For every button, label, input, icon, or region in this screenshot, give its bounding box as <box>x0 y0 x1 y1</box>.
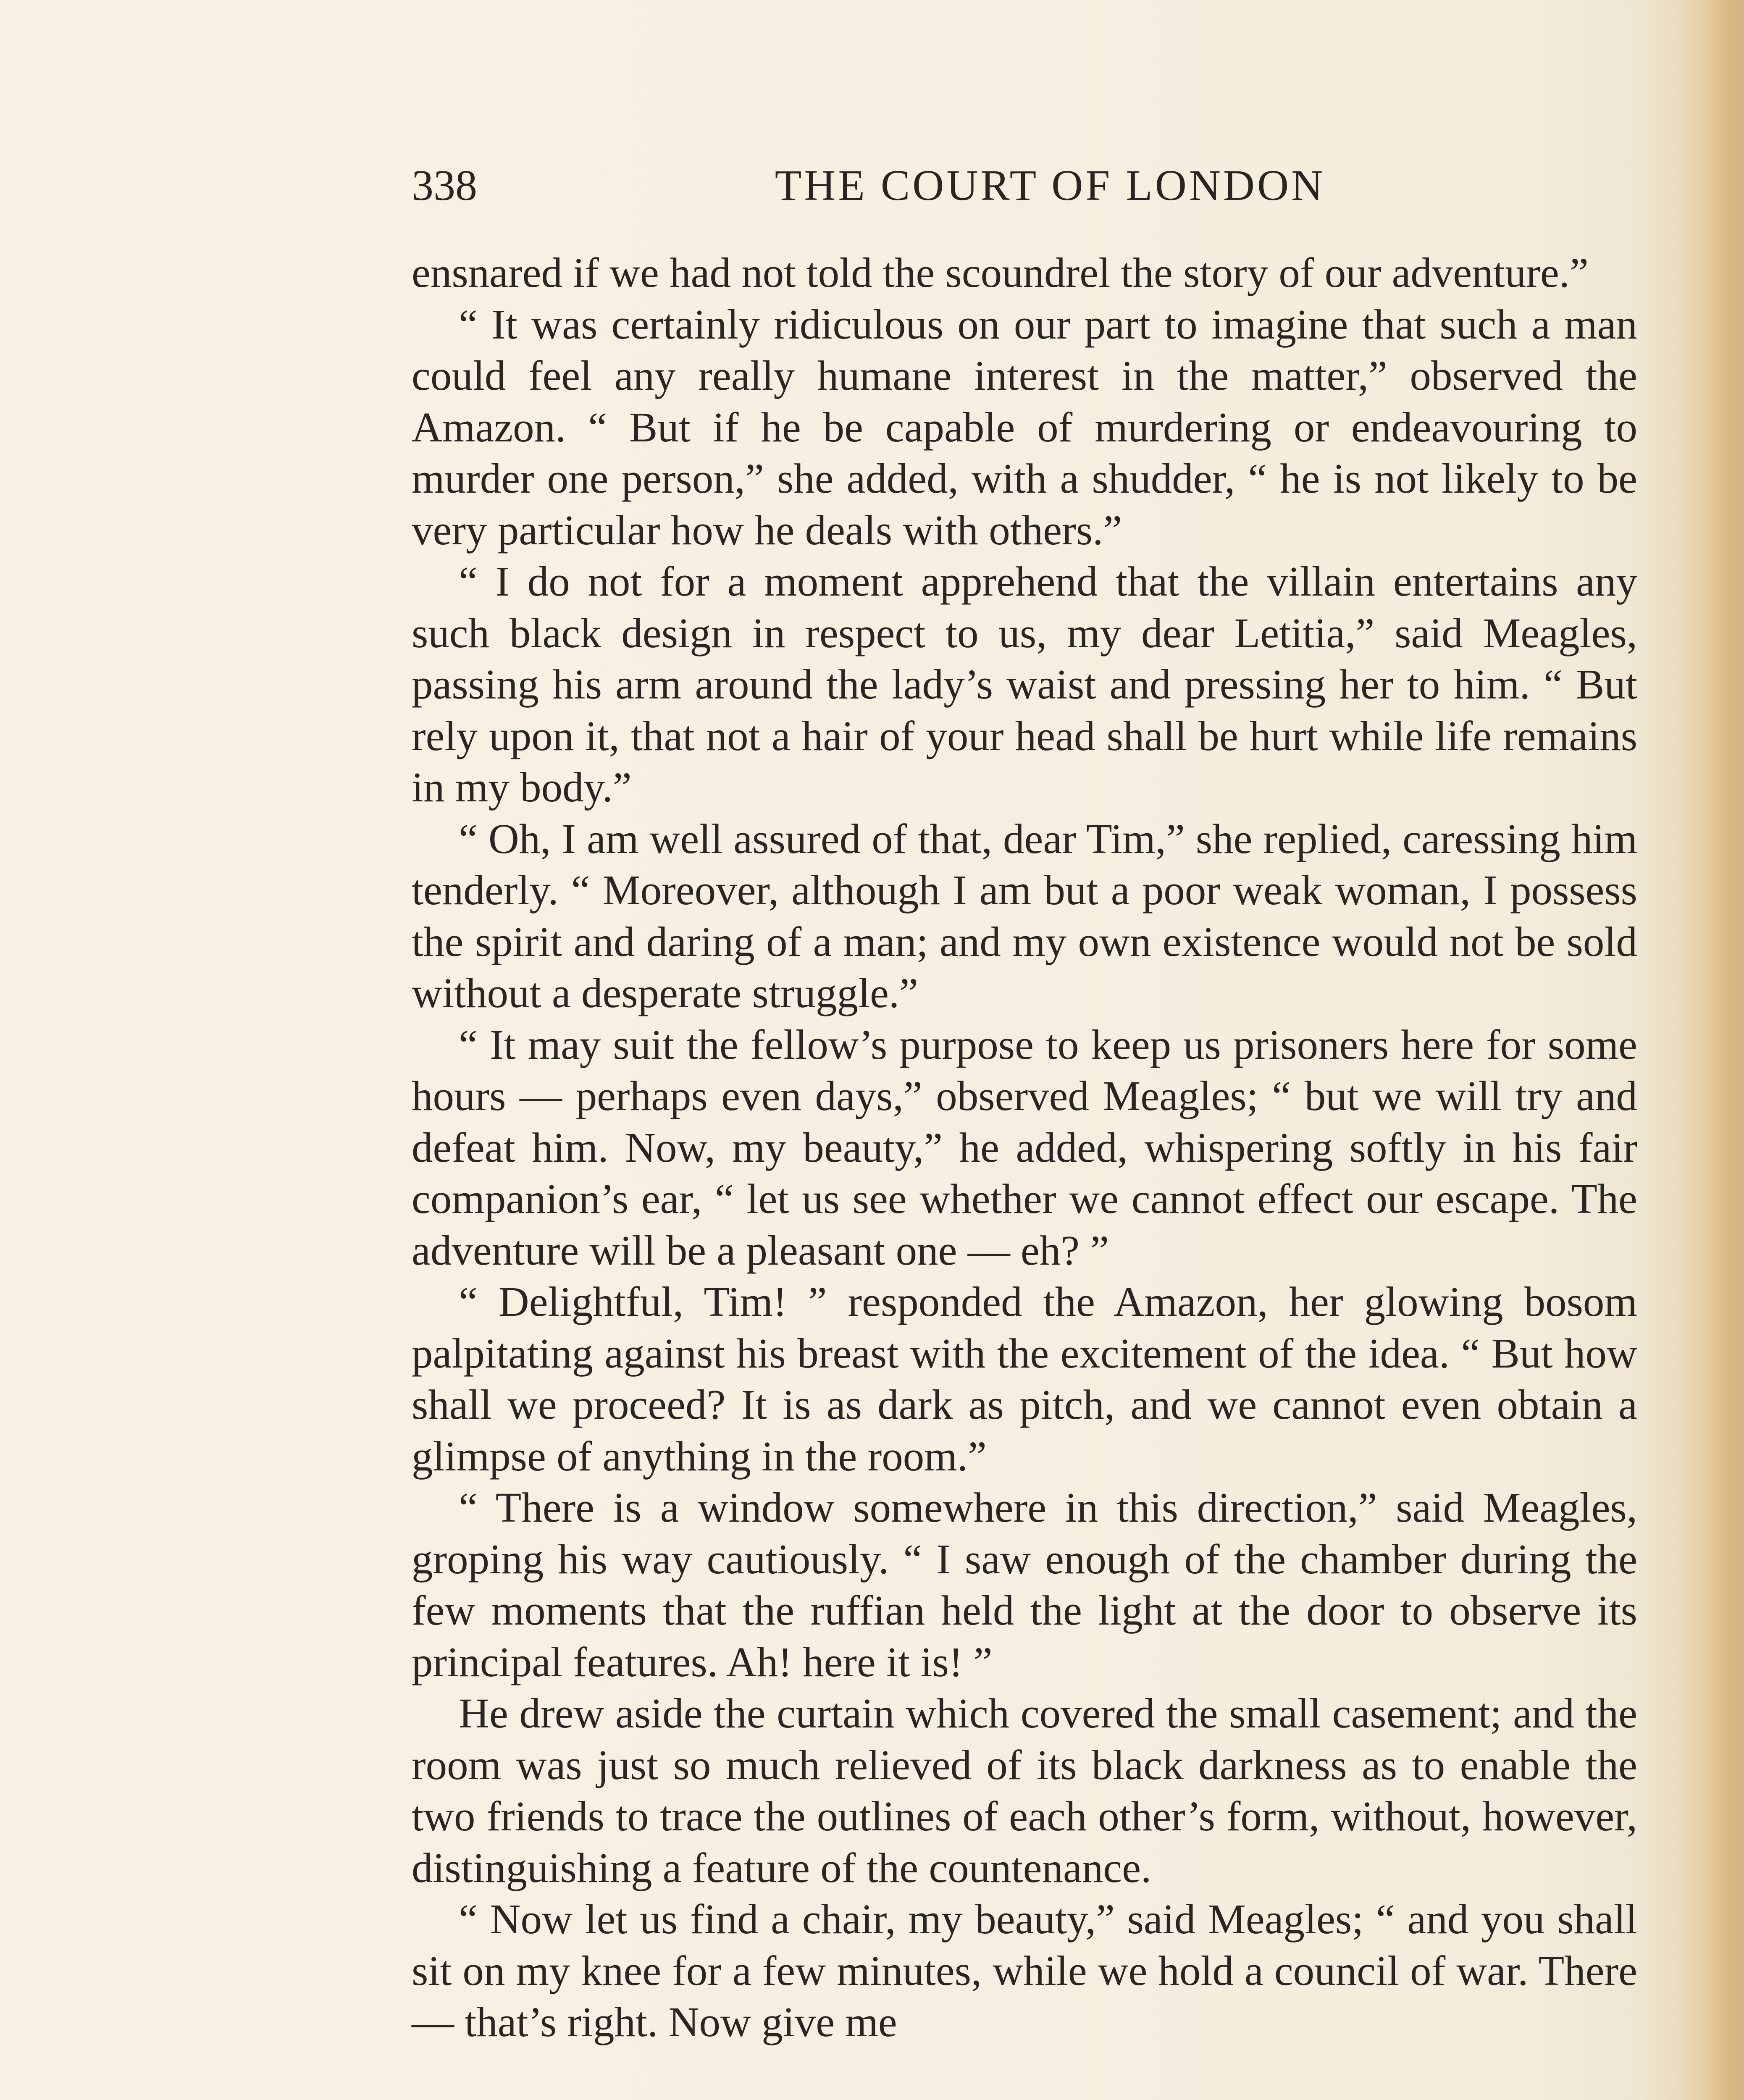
running-title: THE COURT OF LONDON <box>775 161 1326 210</box>
paragraph: “ It was certainly ridiculous on our part to imagine that such a man could feel any really humane interest in the matter,” observed the Amazon. “ But if he be capable of murdering or endeavouring to murder one person,” she added, with a shudder, “ he is not likely to be very particular how he deals with others.” <box>412 300 1637 554</box>
paragraph: “ I do not for a moment apprehend that the villain entertains any such black design in respect to us, my dear Letitia,” said Meagles, passing his arm around the lady’s waist and pressing her to him. “ But rely upon it, that not a hair of your head shall be hurt while life remains in my body.” <box>412 558 1637 811</box>
page-header <box>412 156 1638 215</box>
paragraph: He drew aside the curtain which covered the small casement; and the room was just so much relieved of its black darkness as to enable the two friends to trace the outlines of each other’s form, without, however, distinguishing a feature of the countenance. <box>412 1690 1637 1891</box>
paragraph: ensnared if we had not told the scoundrel the story of our adventure.” <box>412 249 1589 296</box>
paragraph: “ There is a window somewhere in this direction,” said Meagles, groping his way cautiously. “ I saw enough of the chamber during the few moments that the ruffian held the light at the door to observe its principal features. Ah! here it is! ” <box>412 1484 1637 1685</box>
paragraph: “ Delightful, Tim! ” responded the Amazon, her glowing bosom palpitating against his breast with the excitement of the idea. “ But how shall we proceed? It is as dark as pitch, and we cannot even obtain a glimpse of anything in the room.” <box>412 1278 1637 1480</box>
paragraph: “ It may suit the fellow’s purpose to keep us prisoners here for some hours — perhaps even days,” observed Meagles; “ but we will try and defeat him. Now, my beauty,” he added, whispering softly in his fair companion’s ear, “ let us see whether we cannot effect our escape. The adventure will be a pleasant one — eh? ” <box>412 1021 1637 1274</box>
paragraph: “ Now let us find a chair, my beauty,” said Meagles; “ and you shall sit on my knee for a few minutes, while we hold a council of war. There — that’s right. Now give me <box>412 1895 1637 2045</box>
page-number: 338 <box>412 161 477 210</box>
page-edge-shadow <box>1681 0 1744 2100</box>
body-text <box>412 247 1637 2048</box>
paragraph: “ Oh, I am well assured of that, dear Tim,” she replied, caressing him tenderly. “ Moreover, although I am but a poor weak woman, I possess the spirit and daring of a man; and my own existence would not be sold without a desperate struggle.” <box>412 815 1637 1016</box>
